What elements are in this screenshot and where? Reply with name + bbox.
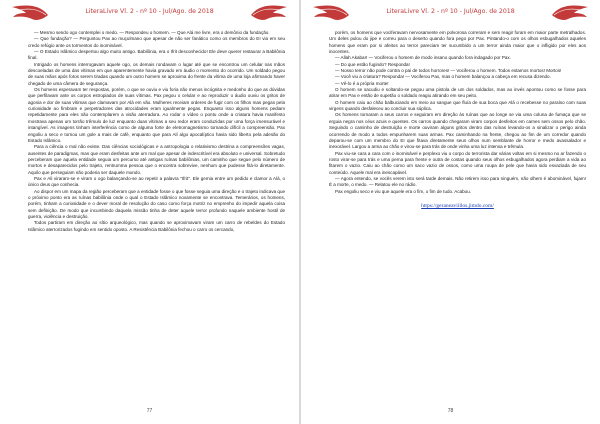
paragraph: Todos partiram em direção ao sítio arqueológico, mas quando se aproximavam viram um carro de rebeldes do Estado Islâmico aterrorizados fugindo em sentido oposto. A Resistência Babilônia fechou o carro os cercando, — [28, 220, 285, 232]
wing-ornament-icon — [311, 3, 351, 23]
page-left — [0, 0, 299, 424]
paragraph: O homem caiu ao chão balbuciando em meio ao sangue que fluía de sua boca que Alá o recebesse no paraíso com suas virgens quando desfaleceu ao concluir sua súplica. — [329, 99, 586, 112]
paragraph: Pax e Ali viraram-se e viram o ogo balançando-se ao repetir a palavra "Ifrit". Ele gemia entre um pedido e clamor a Alá, o único deus que conhecia. — [28, 175, 285, 188]
paragraph: — Que fundação? — Perguntou Pax ao muçulmano que apesar de não ser fanático como os membros do EI via em seu credo refúgio ante os tormentos do inominável. — [28, 36, 285, 48]
page-body — [329, 30, 586, 394]
paragraph: Pax viu-se cara a cara com o inominável e perplexo viu o corpo do terrorista dar várias voltas em si mesmo no ar fazendo o rosto virar-se para trás e uma perna para frente e outra de costas quando seus olhos esbugalhados agora perdiam a vida ao fitarem o vazio. Caiu ao chão como um saco vazio de ossos, como uma roupa de pele que havia sido esvaziada de seu conteúdo. Aquele mal era inescapável. — [329, 150, 586, 175]
paragraph: — Você viu a criatura? Responda! — Vociferou Pax, mas o homem balançou a cabeça em recusa dizendo. — [335, 74, 551, 80]
paragraph: — Mesmo sendo ogo contemplei o medo. — Respondeu o homem. — Que Alá me livre, era o demônio da fundação. — [34, 30, 270, 35]
page-header — [301, 3, 600, 23]
paragraph: Intrigado os homens interrogavam aquele ogo, os demais rondavam o lugar até que se encontrou um celular nas mãos descoeladas de uma das vítimas em que aparentemente havia gravado em áudio o momento do ocorrido. Um soldado pegou de suas mãos após fotos serem tiradas quando um outro homem se aproxima do frente da vítima de uma loja afirmando haver chegado de uma câmera de segurança. — [28, 61, 285, 86]
page-number: 77 — [146, 408, 153, 414]
wing-ornament-icon — [550, 3, 590, 23]
paragraph: — Vê-lo é a própria morte! — [335, 80, 389, 86]
paragraph: — Allah Akabar! — Vociferou o homem de modo insano quando fora indagado por Pax. — [335, 55, 511, 61]
paragraph: Para a ciência o mal não existe. Das ciências sociológicas e a antropologia o relativismo destrina a compreensões vagas, ausentes de paradigmas, mas que eram desfeitas ante um mal que apesar de indescritível era absoluto e universal. Sobretudo perceberam que aquela entidade seguia um percurso até antigas ruínas babilônias, um caminho que segue pelo número de mortos e desaparecidos pelo trajeto, rentrumma pessoa que o encontra sobrevive, nenhum que pudesse fitá-lo diretamente. Aquilo que perseguiam não poderia ser daquele mundo. — [28, 144, 285, 175]
page-number: 78 — [447, 408, 454, 414]
paragraph: — Do que estão fugindo? Responda! — [335, 61, 410, 67]
paragraph: Pax engoliu seco e viu que aquele era o fim, o fim de tudo. Acabou. — [335, 188, 471, 194]
wing-ornament-icon — [249, 3, 289, 23]
paragraph: Ao dispor em um mapa da região perceberam que a entidade fosse o que fosse seguia uma direção e o trajeto indicava que o próximo ponto era as ruínas babilônia onde o qual o Estado Islâmico novamente se encontrava. Temerários, os homens, porém, tinham a curiosidade e o dever moral de resolução do caso como força motriz no emprenho do impedir aquela coisa sem definição. De modo que incumbindo daquela missão tinha de deter aquele terror profundo naquele ambiente hostil de guerra, violência e destruição. — [28, 188, 285, 219]
paragraph: porém, os homens que vociferavam nervosamente em polvorosa correram e sem reagir foram em maior parte metralhados. Um deles pulou do jipe e correu para o deserto quando fora pego por Pax. Pintando-o com os olhos esbugalhados aqueles homens que eram por si afeitos ao terror pareciam ter sucumbido a um terror ainda maior que o infligido por eles aos inocentes. — [329, 30, 586, 55]
header-title: LiteraLivre Vl. 2 - nº 10 - Jul/Ago. de 2018 — [85, 8, 214, 15]
paragraph: Os homens esperavam ter respostas, porém, o que se ouviu e viu foria não menos incógnita e medonho do que as dúvidas que perfilavam ante os corpos estropiados de suas vítimas. Pax pegou o celular e ao reproduzir o áudio ouviu os gritos de agonia e dor de suas vítimas que clamavam por Alá em vão. Mulheres receiam orderes de fugir com os filhos mas pegas pela curiosidade ao fimbram e perpetradores das atrocidades eram igualmente pegas. Enquanto isso alguns homens pediam repetidamente para eles não contemplarem a visão aterradora. Ao rodar o vídeo o pontu onde a criatura havia manifesto mostrava apenas um torrão trêmulo de luz enquanto duas vítimas a seu redor eram conduzidas por uma força imensurável e intangível. As imagens tinham interferência como de alguma forte de eletromagnetismo tornando difícil a compreensão. Pax engoliu a seco e tornou um gole a mais de café, enquanto que para Alí algo apocalíptico havia sido liberto pela adesão do Estado Islâmico. — [28, 87, 285, 143]
page-body — [28, 30, 285, 394]
wing-ornament-icon — [10, 3, 50, 23]
author-link[interactable]: https://geraneaviillos.jimdo.com/ — [421, 202, 494, 209]
paragraph: — Agora entendo, se vocês verem isto será tarde demais. Não retirem isso para ninguém, não olhem é abominável, fujam! É a morte, o medo. — Relatou ele no rádio. — [329, 175, 586, 188]
paragraph: Os homens tornaram a seus carros e seguiram em direção às ruínas que ao longe se via uma coluna de fumaça que se erguia negra nos céus azuis e quentes. Os carros quando chegaram viram corpos desfeitos em carnes sem ossos pelo chão. Seguindo o caminho de destruição e morte ouviram alguns gritos dentro das ruínas levando-os a sinalizar o perigo ainda ocorrendo de modo a todos empunharem suas armas. Pax caminhando na frente, chegou ao fim de um corredor quando deparou-se com um membro do EI que fitava diretamente seus olhos num semblante de horror e medo avassalador e inexorável. Largou a arma ao chão e virou-se para trás de onde vinha uma luz intensa e trêmula. — [329, 112, 586, 150]
header-title: LiteraLivre Vl. 2 - nº 10 - Jul/Ago. de 2018 — [386, 8, 515, 15]
paragraph: — O Estado Islâmico despertou algo muito antigo. Babilônia, era o Ifrit desconhecido! Ele deve querer restaurar a Babilônia final. — [28, 49, 285, 61]
page-header — [0, 3, 299, 23]
paragraph: — Nosso terror não pode contra o pai de todos horrores! — Vociferou o homem. Todos estamos mortos! Mortos! — [335, 68, 562, 74]
paragraph: O homem se sacudiu e soltando-se pegou uma pistola de um dos soldados, mas ao invés apontou como se fosse para atirar em Pax e então de supetão o soldado reagiu atirando em seu peito. — [329, 87, 586, 99]
page-right — [301, 0, 600, 424]
link-container — [329, 203, 586, 209]
